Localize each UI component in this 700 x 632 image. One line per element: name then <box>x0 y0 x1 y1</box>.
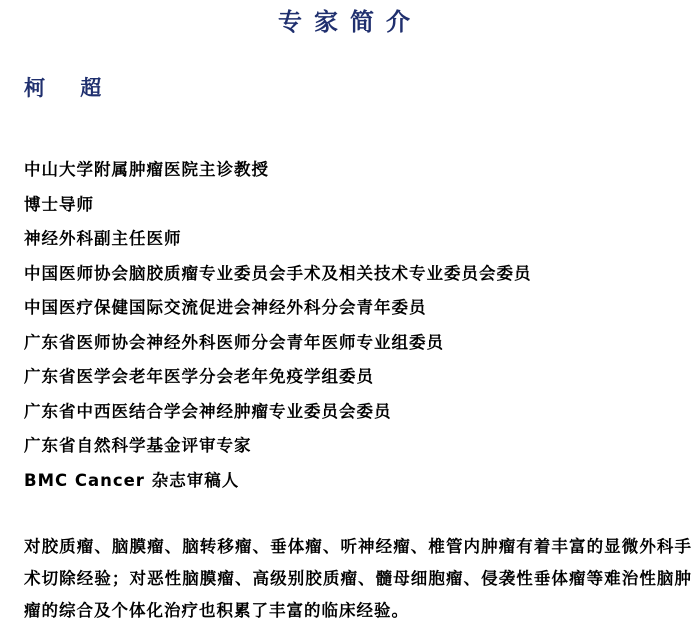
bio-paragraph: 对胶质瘤、脑膜瘤、脑转移瘤、垂体瘤、听神经瘤、椎管内肿瘤有着丰富的显微外科手术切除经验；对恶性脑膜瘤、高级别胶质瘤、髓母细胞瘤、侵袭性垂体瘤等难治性脑肿瘤的综合及个体化治疗也积累了丰富的临床经验。 <box>24 537 692 620</box>
credential-item: 广东省自然科学基金评审专家 <box>24 436 252 455</box>
credential-item: 广东省医学会老年医学分会老年免疫学组委员 <box>24 367 374 386</box>
credential-item: BMC Cancer 杂志审稿人 <box>24 470 240 490</box>
credentials-list <box>24 153 532 498</box>
credential-item: 神经外科副主任医师 <box>24 229 182 248</box>
credential-item: 博士导师 <box>24 194 94 214</box>
credential-item: 广东省中西医结合学会神经肿瘤专业委员会委员 <box>24 401 392 421</box>
credential-item: 广东省医师协会神经外科医师分会青年医师专业组委员 <box>24 332 444 352</box>
expert-name: 柯 超 <box>24 76 116 100</box>
credential-item: 中山大学附属肿瘤医院主诊教授 <box>24 160 269 179</box>
credential-item: 中国医师协会脑胶质瘤专业委员会手术及相关技术专业委员会委员 <box>24 263 532 283</box>
credential-item: 中国医疗保健国际交流促进会神经外科分会青年委员 <box>24 298 427 317</box>
page-title: 专家简介 <box>278 8 422 36</box>
